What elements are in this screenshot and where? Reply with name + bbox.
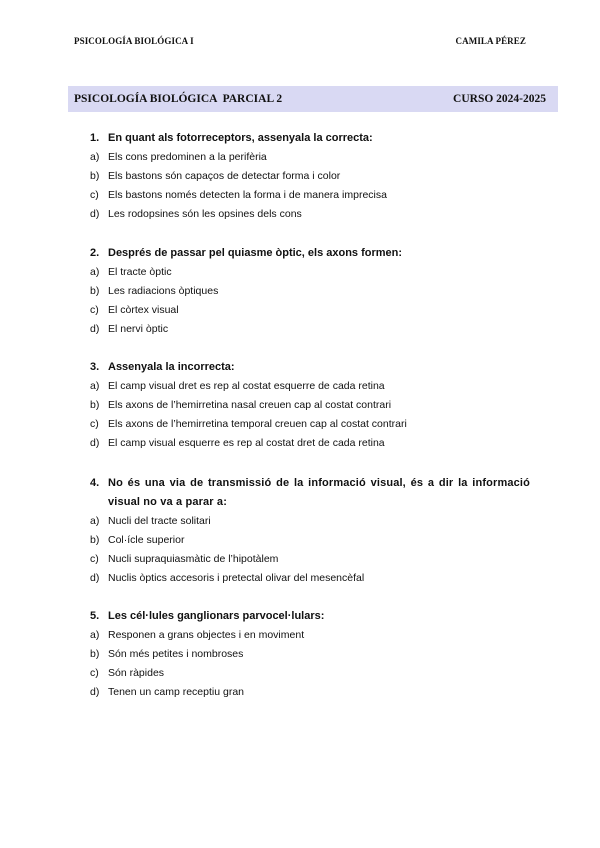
option-letter: d)	[90, 686, 100, 698]
option-text: Els bastons només detecten la forma i de manera imprecisa	[108, 189, 387, 201]
option-a	[90, 512, 530, 531]
option-text: Són ràpides	[108, 667, 165, 679]
question-number: 4.	[90, 477, 100, 489]
option-text: El nervi òptic	[108, 323, 169, 335]
option-d	[90, 683, 530, 702]
option-letter: b)	[90, 170, 100, 182]
option-text: Nucli del tracte solitari	[108, 515, 211, 527]
option-d	[90, 434, 530, 453]
option-letter: c)	[90, 304, 99, 316]
option-c	[90, 415, 530, 434]
question-stem	[90, 607, 530, 626]
question-stem	[90, 474, 530, 512]
option-text: Els cons predominen a la perifèria	[108, 151, 267, 163]
option-c	[90, 664, 530, 683]
option-text: Nuclis òptics accesoris i pretectal olivar del mesencèfal	[108, 572, 365, 584]
option-text: El còrtex visual	[108, 304, 179, 316]
option-letter: a)	[90, 380, 100, 392]
option-a	[90, 148, 530, 167]
question-number: 3.	[90, 361, 100, 373]
option-b	[90, 167, 530, 186]
question-stem	[90, 244, 530, 263]
option-letter: c)	[90, 418, 99, 430]
course-year: CURSO 2024-2025	[453, 93, 546, 105]
option-text: Responen a grans objectes i en moviment	[108, 629, 305, 641]
option-letter: d)	[90, 437, 100, 449]
question-text: Les cél·lules ganglionars parvocel·lulars:	[108, 610, 325, 622]
option-letter: c)	[90, 667, 99, 679]
option-c	[90, 186, 530, 205]
option-letter: d)	[90, 572, 100, 584]
option-d	[90, 205, 530, 224]
question-4	[90, 474, 530, 588]
option-letter: a)	[90, 629, 100, 641]
option-letter: b)	[90, 648, 100, 660]
option-b	[90, 396, 530, 415]
option-letter: b)	[90, 285, 100, 297]
option-letter: c)	[90, 189, 99, 201]
option-letter: b)	[90, 399, 100, 411]
question-5	[90, 607, 530, 702]
header-author: CAMILA PÉREZ	[455, 36, 526, 46]
option-text: Les radiacions òptiques	[108, 285, 219, 297]
option-text: Tenen un camp receptiu gran	[108, 686, 245, 698]
option-d	[90, 320, 530, 339]
header-subject: PSICOLOGÍA BIOLÓGICA I	[74, 36, 194, 46]
option-text: Les rodopsines són les opsines dels cons	[108, 208, 302, 220]
option-text: Nucli supraquiasmàtic de l’hipotàlem	[108, 553, 279, 565]
option-letter: a)	[90, 151, 100, 163]
running-header	[74, 36, 526, 46]
option-text: Els bastons són capaços de detectar forma i color	[108, 170, 341, 182]
question-number: 1.	[90, 132, 100, 144]
question-number: 5.	[90, 610, 100, 622]
option-text: El camp visual esquerre es rep al costat dret de cada retina	[108, 437, 385, 449]
option-text: Són més petites i nombroses	[108, 648, 244, 660]
question-1	[90, 129, 530, 224]
option-a	[90, 626, 530, 645]
option-letter: a)	[90, 515, 100, 527]
question-text: Després de passar pel quiasme òptic, els axons formen:	[108, 247, 403, 259]
option-letter: d)	[90, 208, 100, 220]
option-text: Els axons de l’hemirretina temporal creuen cap al costat contrari	[108, 418, 407, 430]
option-d	[90, 569, 530, 588]
question-stem	[90, 358, 530, 377]
option-text: El tracte òptic	[108, 266, 172, 278]
option-c	[90, 301, 530, 320]
exam-title: PSICOLOGÍA BIOLÓGICA PARCIAL 2	[74, 93, 283, 105]
option-b	[90, 645, 530, 664]
question-3	[90, 358, 530, 453]
option-c	[90, 550, 530, 569]
option-b	[90, 531, 530, 550]
option-letter: a)	[90, 266, 100, 278]
option-text: Els axons de l’hemirretina nasal creuen cap al costat contrari	[108, 399, 392, 411]
option-text: El camp visual dret es rep al costat esquerre de cada retina	[108, 380, 385, 392]
question-text: No és una via de transmissió de la informació visual, és a dir la informació visual no va a parar a:	[108, 477, 530, 508]
option-text: Col·ícle superior	[108, 534, 185, 546]
question-number: 2.	[90, 247, 100, 259]
option-a	[90, 377, 530, 396]
option-a	[90, 263, 530, 282]
question-stem	[90, 129, 530, 148]
exam-title-bar	[68, 86, 558, 112]
option-letter: d)	[90, 323, 100, 335]
question-text: En quant als fotorreceptors, assenyala la correcta:	[108, 132, 373, 144]
option-b	[90, 282, 530, 301]
option-letter: b)	[90, 534, 100, 546]
question-2	[90, 244, 530, 339]
option-letter: c)	[90, 553, 99, 565]
question-text: Assenyala la incorrecta:	[108, 361, 235, 373]
